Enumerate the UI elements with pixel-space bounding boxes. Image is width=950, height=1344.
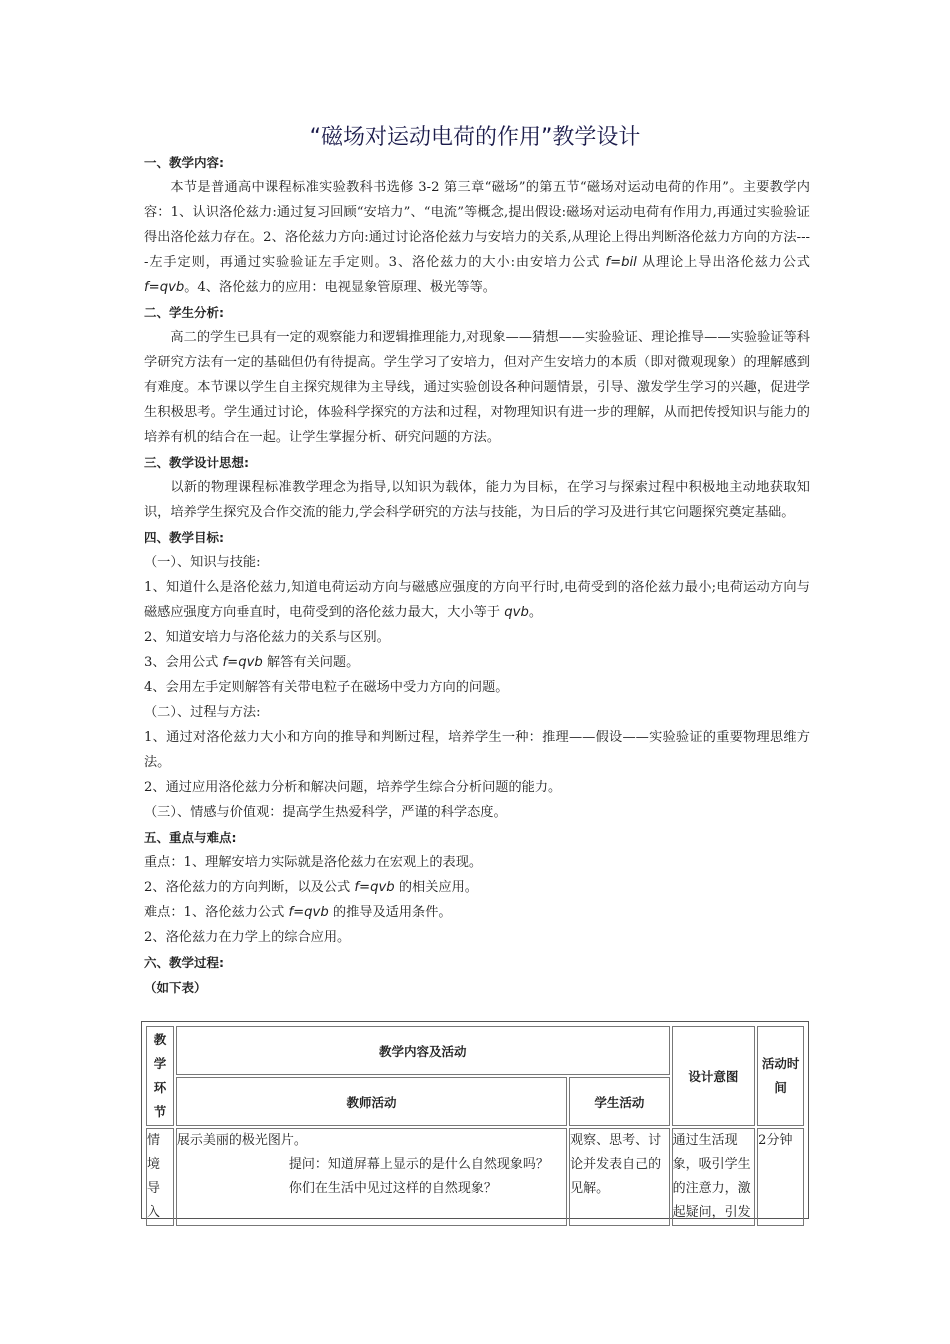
goals-subheading-values: （三）、情感与价值观：提高学生热爱科学，严谨的科学态度。 xyxy=(144,805,507,820)
section-heading-process: 六、教学过程: xyxy=(144,955,224,970)
teaching-process-table xyxy=(141,1021,809,1219)
section-heading-students: 二、学生分析: xyxy=(144,305,224,320)
section-paragraph-design: 以新的物理课程标准教学理念为指导,以知识为载体，能力为目标，在学习与探索过程中积极地主动地获取知识，培养学生探究及合作交流的能力,学会科学研究的方法与技能，为日后的学习及进行其它问题探究奠定基础。 xyxy=(144,480,810,520)
goals-subheading-knowledge: （一）、知识与技能: xyxy=(144,555,261,570)
section-heading-content: 一、教学内容: xyxy=(144,155,224,170)
document-title: “磁场对运动电荷的作用”教学设计 xyxy=(309,125,641,150)
formula: f=qvb xyxy=(288,905,329,920)
formula: f=qvb xyxy=(222,655,263,670)
section-heading-key-points: 五、重点与难点: xyxy=(144,830,237,845)
text-run: 。 xyxy=(528,605,542,620)
text-run: 的推导及适用条件。 xyxy=(328,905,452,920)
section-heading-goals: 四、教学目标: xyxy=(144,530,224,545)
text-run: 。4、洛伦兹力的应用：电视显象管原理、极光等等。 xyxy=(184,280,496,295)
header-content: 教学内容及活动 xyxy=(176,1026,670,1075)
formula: f=bil xyxy=(605,255,637,270)
header-student: 学生活动 xyxy=(569,1077,669,1126)
cell-time: 2分钟 xyxy=(757,1128,804,1226)
goal-item: 2、通过应用洛伦兹力分析和解决问题，培养学生综合分析问题的能力。 xyxy=(144,780,562,795)
goal-item xyxy=(144,575,810,625)
goals-subheading-process: （二）、过程与方法: xyxy=(144,705,261,720)
text-run: 的相关应用。 xyxy=(394,880,478,895)
document-body xyxy=(144,150,810,1000)
goal-item: 1、通过对洛伦兹力大小和方向的推导和判断过程，培养学生一种：推理——假设——实验验证的重要物理思维方法。 xyxy=(144,730,810,770)
teacher-line: 你们在生活中见过这样的自然现象？ xyxy=(288,1181,497,1196)
text-run: 1、知道什么是洛伦兹力,知道电荷运动方向与磁感应强度的方向平行时,电荷受到的洛伦兹力最小;电荷运动方向与磁感应强度方向垂直时，电荷受到的洛伦兹力最大，大小等于 xyxy=(144,580,810,620)
teacher-line: 提问：知道屏幕上显示的是什么自然现象吗？ xyxy=(288,1157,549,1172)
header-stage: 教学环节 xyxy=(146,1026,174,1126)
difficulty-item: 2、洛伦兹力在力学上的综合应用。 xyxy=(144,930,351,945)
text-run: 2、洛伦兹力的方向判断，以及公式 xyxy=(144,880,355,895)
text-run: 本节是普通高中课程标准实验教科书选修 3-2 第三章“磁场”的第五节“磁场对运动电荷的作用”。主要教学内容：1、认识洛伦兹力:通过复习回顾“安培力”、“电流”等概念,提出假设:磁场对运动电荷有作用力,再通过实验验证得出洛伦兹力存在。2、洛伦兹力方向:通过讨论洛伦兹力与安培力的关系,从理论上得出判断洛伦兹力方向的方法----左手定则，再通过实验验证左手定则。3、洛伦兹力的大小:由安培力公式 xyxy=(144,180,810,270)
header-teacher: 教师活动 xyxy=(176,1077,567,1126)
goal-item xyxy=(144,650,810,675)
key-point-item: 重点：1、理解安培力实际就是洛伦兹力在宏观上的表现。 xyxy=(144,855,483,870)
goal-item: 2、知道安培力与洛伦兹力的关系与区别。 xyxy=(144,630,390,645)
header-intent: 设计意图 xyxy=(672,1026,756,1126)
cell-teacher xyxy=(176,1128,567,1226)
header-time: 活动时间 xyxy=(757,1026,804,1126)
section-paragraph-students: 高二的学生已具有一定的观察能力和逻辑推理能力,对现象——猜想——实验验证、理论推导——实验验证等科学研究方法有一定的基础但仍有待提高。学生学习了安培力，但对产生安培力的本质（即对微观现象）的理解感到有难度。本节课以学生自主探究规律为主导线，通过实验创设各种问题情景，引导、激发学生学习的兴趣，促进学生积极思考。学生通过讨论，体验科学探究的方法和过程，对物理知识有进一步的理解，从而把传授知识与能力的培养有机的结合在一起。让学生掌握分析、研究问题的方法。 xyxy=(144,330,810,445)
cell-intent: 通过生活现象，吸引学生的注意力，激起疑问，引发 xyxy=(672,1128,756,1226)
text-run: 难点：1、洛伦兹力公式 xyxy=(144,905,289,920)
formula: qvb xyxy=(504,605,529,620)
formula: f=qvb xyxy=(354,880,395,895)
table-note: （如下表） xyxy=(144,980,207,995)
section-paragraph-content xyxy=(144,175,810,300)
formula: f=qvb xyxy=(144,280,185,295)
key-point-item xyxy=(144,875,810,900)
teacher-line: 展示美丽的极光图片。 xyxy=(176,1133,307,1148)
goal-item: 4、会用左手定则解答有关带电粒子在磁场中受力方向的问题。 xyxy=(144,680,509,695)
text-run: 从理论上导出洛伦兹力公式 xyxy=(636,255,810,270)
text-run: 解答有关问题。 xyxy=(262,655,360,670)
text-run: 3、会用公式 xyxy=(144,655,223,670)
section-heading-design: 三、教学设计思想: xyxy=(144,455,249,470)
difficulty-item xyxy=(144,900,810,925)
cell-stage: 情境导入 xyxy=(146,1128,174,1226)
cell-student: 观察、思考、讨论并发表自己的见解。 xyxy=(569,1128,669,1226)
